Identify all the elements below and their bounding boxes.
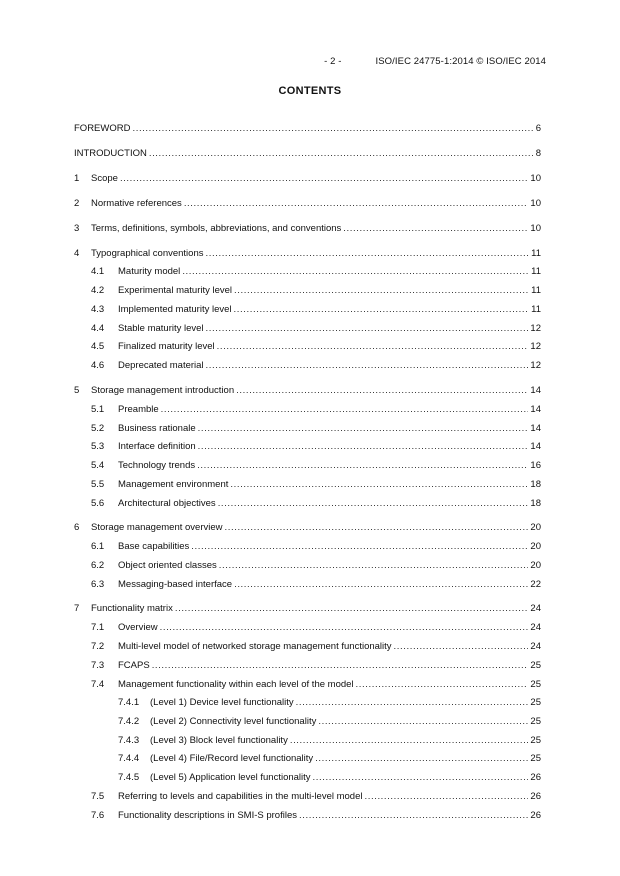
toc-entry-page: 14 [530, 441, 541, 452]
dot-leader [234, 304, 530, 316]
toc-entry-label: (Level 4) File/Record level functionality [150, 753, 314, 764]
toc-entry[interactable] [91, 360, 541, 372]
toc-entry-label: (Level 1) Device level functionality [150, 697, 294, 708]
toc-entry-number: 4.3 [91, 304, 105, 315]
toc-entry-number: 5.4 [91, 460, 105, 471]
toc-entry-page: 18 [530, 479, 541, 490]
toc-entry-label: Base capabilities [118, 541, 190, 552]
dot-leader [299, 810, 528, 822]
toc-entry[interactable] [91, 541, 541, 553]
toc-entry-number: 5 [74, 385, 80, 396]
toc-entry-label: Business rationale [118, 423, 196, 434]
dot-leader [219, 560, 529, 572]
toc-entry[interactable] [118, 716, 541, 728]
toc-entry[interactable] [91, 460, 541, 472]
toc-entry-page: 14 [530, 404, 541, 415]
dot-leader [198, 441, 529, 453]
toc-entry-page: 26 [530, 772, 541, 783]
toc-entry-page: 25 [530, 716, 541, 727]
toc-entry-number: 5.2 [91, 423, 105, 434]
toc-entry[interactable] [91, 679, 541, 691]
page-number-marker: - 2 - [324, 56, 342, 67]
toc-entry[interactable] [91, 641, 541, 653]
toc-entry-number: 1 [74, 173, 80, 184]
toc-entry[interactable] [91, 323, 541, 335]
dot-leader [315, 753, 528, 765]
toc-entry-label: Typographical conventions [91, 248, 204, 259]
dot-leader [218, 498, 529, 510]
toc-entry-page: 20 [530, 522, 541, 533]
toc-entry-label: Deprecated material [118, 360, 204, 371]
toc-entry-label: Management functionality within each level of the model [118, 679, 354, 690]
toc-entry-number: 4 [74, 248, 80, 259]
toc-entry-page: 18 [530, 498, 541, 509]
toc-entry-page: 11 [531, 266, 541, 277]
toc-entry[interactable] [74, 148, 541, 160]
toc-entry-number: 7.4.4 [118, 753, 140, 764]
dot-leader [120, 173, 528, 185]
dot-leader [182, 266, 529, 278]
toc-entry-number: 4.2 [91, 285, 105, 296]
toc-entry-number: 7.2 [91, 641, 105, 652]
toc-entry-number: 7.4.5 [118, 772, 140, 783]
dot-leader [152, 660, 529, 672]
toc-entry-label: Terms, definitions, symbols, abbreviations, and conventions [91, 223, 342, 234]
toc-entry-number: 4.5 [91, 341, 105, 352]
dot-leader [356, 679, 529, 691]
toc-entry-label: Overview [118, 622, 158, 633]
toc-entry-label: Storage management overview [91, 522, 223, 533]
toc-entry-page: 11 [531, 285, 541, 296]
toc-entry-label: Implemented maturity level [118, 304, 232, 315]
toc-entry-label: Finalized maturity level [118, 341, 215, 352]
dot-leader [230, 479, 528, 491]
dot-leader [161, 404, 529, 416]
toc-entry[interactable] [91, 341, 541, 353]
toc-entry-page: 10 [530, 223, 541, 234]
toc-entry[interactable] [118, 772, 541, 784]
dot-leader [343, 223, 528, 235]
toc-entry-label: Functionality matrix [91, 603, 173, 614]
toc-entry-number: 2 [74, 198, 80, 209]
toc-entry-number: 7.4.2 [118, 716, 140, 727]
toc-entry-number: 6.1 [91, 541, 105, 552]
toc-entry-number: 5.6 [91, 498, 105, 509]
dot-leader [149, 148, 534, 160]
toc-entry-number: 7.4.3 [118, 735, 140, 746]
dot-leader [160, 622, 529, 634]
dot-leader [290, 735, 529, 747]
toc-entry-page: 12 [530, 341, 541, 352]
document-identifier: ISO/IEC 24775-1:2014 © ISO/IEC 2014 [375, 56, 546, 67]
toc-entry-label: Scope [91, 173, 118, 184]
toc-entry-number: 7.1 [91, 622, 105, 633]
toc-entry[interactable] [91, 579, 541, 591]
toc-entry[interactable] [91, 479, 541, 491]
toc-entry[interactable] [91, 791, 541, 803]
toc-entry-number: 7.3 [91, 660, 105, 671]
toc-entry[interactable] [74, 223, 541, 235]
toc-entry[interactable] [91, 498, 541, 510]
toc-entry-number: 7.4 [91, 679, 105, 690]
toc-entry-page: 22 [530, 579, 541, 590]
toc-entry-label: Experimental maturity level [118, 285, 233, 296]
toc-entry[interactable] [91, 560, 541, 572]
toc-entry-page: 25 [530, 660, 541, 671]
dot-leader [206, 248, 530, 260]
toc-entry-label: (Level 2) Connectivity level functionality [150, 716, 317, 727]
dot-leader [197, 460, 528, 472]
toc-entry-page: 14 [530, 385, 541, 396]
dot-leader [313, 772, 529, 784]
toc-entry-label: Referring to levels and capabilities in the multi-level model [118, 791, 363, 802]
toc-entry[interactable] [74, 522, 541, 534]
toc-entry[interactable] [91, 266, 541, 278]
toc-entry-page: 25 [530, 753, 541, 764]
toc-entry[interactable] [91, 404, 541, 416]
toc-entry-number: 6.3 [91, 579, 105, 590]
toc-entry[interactable] [74, 198, 541, 210]
toc-entry-page: 20 [530, 541, 541, 552]
toc-entry-number: 4.4 [91, 323, 105, 334]
toc-entry-label: Architectural objectives [118, 498, 216, 509]
toc-entry-number: 7 [74, 603, 80, 614]
dot-leader [234, 285, 529, 297]
toc-entry[interactable] [118, 735, 541, 747]
dot-leader [394, 641, 529, 653]
toc-entry-page: 14 [530, 423, 541, 434]
dot-leader [236, 385, 528, 397]
toc-entry-page: 25 [530, 735, 541, 746]
dot-leader [206, 323, 529, 335]
toc-entry-page: 20 [530, 560, 541, 571]
toc-entry-number: 6.2 [91, 560, 105, 571]
toc-entry-label: Stable maturity level [118, 323, 204, 334]
dot-leader [364, 791, 528, 803]
toc-entry[interactable] [91, 304, 541, 316]
toc-entry-label: Multi-level model of networked storage management functionality [118, 641, 392, 652]
toc-entry-number: 5.3 [91, 441, 105, 452]
toc-entry-page: 6 [535, 123, 541, 134]
toc-entry-number: 3 [74, 223, 80, 234]
toc-entry-page: 24 [530, 622, 541, 633]
toc-entry-label: Maturity model [118, 266, 181, 277]
toc-entry[interactable] [91, 622, 541, 634]
toc-entry-page: 12 [530, 323, 541, 334]
toc-entry-label: (Level 5) Application level functionality [150, 772, 311, 783]
dot-leader [318, 716, 528, 728]
toc-entry-label: FCAPS [118, 660, 150, 671]
toc-entry-number: 6 [74, 522, 80, 533]
toc-entry[interactable] [91, 660, 541, 672]
dot-leader [225, 522, 529, 534]
toc-entry-number: 7.4.1 [118, 697, 140, 708]
toc-entry-number: 4.1 [91, 266, 105, 277]
toc-entry[interactable] [74, 385, 541, 397]
toc-entry-label: Technology trends [118, 460, 196, 471]
toc-entry[interactable] [74, 603, 541, 615]
toc-entry-label: Normative references [91, 198, 182, 209]
toc-entry-page: 8 [535, 148, 541, 159]
dot-leader [296, 697, 529, 709]
toc-entry[interactable] [118, 753, 541, 765]
toc-entry[interactable] [91, 285, 541, 297]
toc-entry-number: 5.5 [91, 479, 105, 490]
toc-entry-label: Functionality descriptions in SMI-S profiles [118, 810, 297, 821]
toc-entry-page: 11 [531, 304, 541, 315]
toc-entry[interactable] [91, 423, 541, 435]
toc-entry-number: 4.6 [91, 360, 105, 371]
dot-leader [217, 341, 529, 353]
toc-entry[interactable] [74, 123, 541, 135]
toc-entry[interactable] [91, 810, 541, 822]
toc-entry[interactable] [91, 441, 541, 453]
dot-leader [198, 423, 529, 435]
dot-leader [175, 603, 529, 615]
toc-entry-label: FOREWORD [74, 123, 131, 134]
toc-entry-page: 24 [530, 603, 541, 614]
dot-leader [132, 123, 533, 135]
toc-entry-label: Preamble [118, 404, 159, 415]
toc-entry-label: Storage management introduction [91, 385, 235, 396]
toc-entry-page: 24 [530, 641, 541, 652]
toc-entry-label: Management environment [118, 479, 229, 490]
toc-entry-label: INTRODUCTION [74, 148, 147, 159]
toc-entry-number: 7.6 [91, 810, 105, 821]
toc-entry-page: 11 [531, 248, 541, 259]
toc-entry[interactable] [74, 173, 541, 185]
toc-entry-page: 16 [530, 460, 541, 471]
toc-entry-page: 26 [530, 810, 541, 821]
contents-title: CONTENTS [278, 85, 342, 97]
dot-leader [191, 541, 528, 553]
toc-entry-number: 5.1 [91, 404, 105, 415]
toc-entry-label: Interface definition [118, 441, 196, 452]
toc-entry-page: 12 [530, 360, 541, 371]
toc-entry-label: Messaging-based interface [118, 579, 233, 590]
toc-entry-page: 10 [530, 198, 541, 209]
toc-entry-page: 10 [530, 173, 541, 184]
dot-leader [206, 360, 529, 372]
toc-entry-label: Object oriented classes [118, 560, 217, 571]
dot-leader [234, 579, 528, 591]
toc-entry-page: 26 [530, 791, 541, 802]
dot-leader [184, 198, 529, 210]
toc-entry-number: 7.5 [91, 791, 105, 802]
toc-entry[interactable] [74, 248, 541, 260]
toc-entry[interactable] [118, 697, 541, 709]
toc-entry-page: 25 [530, 679, 541, 690]
toc-entry-page: 25 [530, 697, 541, 708]
toc-entry-label: (Level 3) Block level functionality [150, 735, 288, 746]
